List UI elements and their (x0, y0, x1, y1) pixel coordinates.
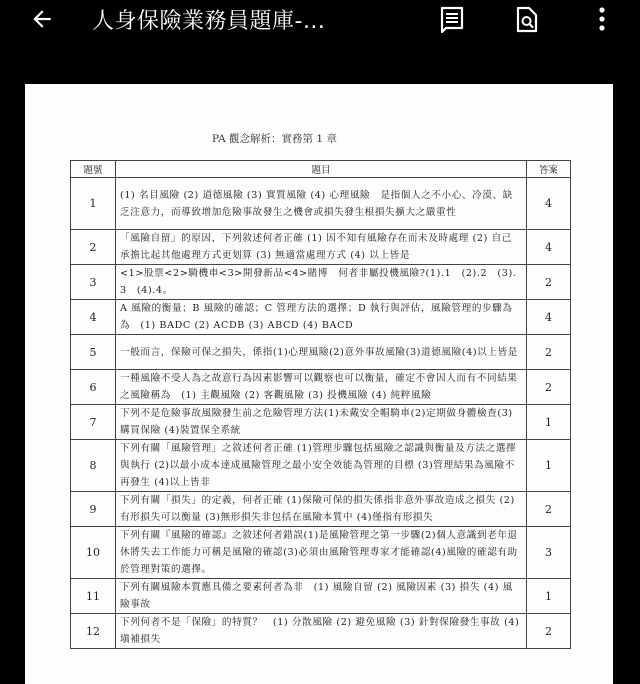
table-row (71, 492, 571, 527)
question-number: 5 (71, 335, 116, 370)
question-number: 8 (71, 440, 116, 492)
table-row (71, 300, 571, 335)
answer: 1 (527, 405, 571, 440)
question-table (70, 160, 571, 649)
question-text: 一種風險不受人為之故意行為因素影響可以觀察也可以衡量，確定不會因人而有不同結果之風險稱為 (1) 主觀風險 (2) 客觀風險 (3) 投機風險 (4) 純粹風險 (116, 370, 527, 405)
question-text: 下列有關『風險的確認』之敘述何者錯誤(1)是風險管理之第一步驟(2)個人意識到老年退休將失去工作能力可稱是風險的確認(3)必須由風險管理專家才能確認(4)風險的確認有助於管理對策的選擇。 (116, 527, 527, 579)
table-row (71, 335, 571, 370)
question-text: 下列何者不是「保險」的特質？ (1) 分散風險 (2) 避免風險 (3) 針對保險發生事故 (4) 塡補損失 (116, 614, 527, 649)
table-row (71, 527, 571, 579)
question-number: 3 (71, 265, 116, 300)
document-page[interactable] (25, 84, 613, 684)
question-text: 下列有關「風險管理」之敘述何者正確 (1)管理步驟包括風險之認識與衡量及方法之選擇與執行 (2)以最小成本達成風險管理之最小安全效能為管理的目標 (3)管理結果為風險不再發生 (4)以上皆非 (116, 440, 527, 492)
question-number: 6 (71, 370, 116, 405)
question-text: (1) 名目風險 (2) 道德風險 (3) 實質風險 (4) 心理風險 是指個人之不小心、冷漠、缺乏注意力，而導致增加危險事故發生之機會或損失發生根損失擴大之嚴重性 (116, 178, 527, 230)
answer: 2 (527, 335, 571, 370)
table-row (71, 579, 571, 614)
table-row (71, 178, 571, 230)
question-number: 12 (71, 614, 116, 649)
comments-icon (438, 5, 466, 33)
app-bar (0, 0, 640, 38)
document-title: 人身保險業務員題庫-... (92, 9, 326, 34)
header-no: 題號 (71, 161, 116, 178)
question-text: 下列有關風險本質應具備之要素何者為非 (1) 風險自留 (2) 風險因素 (3) 損失 (4) 風險事故 (116, 579, 527, 614)
question-text: A 風險的衡量；B 風險的確認；C 管理方法的選擇；D 執行與評估，風險管理的步驟為為 (1) BADC (2) ACDB (3) ABCD (4) BACD (116, 300, 527, 335)
answer: 3 (527, 527, 571, 579)
question-number: 1 (71, 178, 116, 230)
answer: 1 (527, 579, 571, 614)
header-question: 題目 (116, 161, 527, 178)
table-row (71, 370, 571, 405)
answer: 4 (527, 230, 571, 265)
comments-button[interactable] (434, 3, 470, 35)
more-vert-icon (597, 6, 607, 32)
question-number: 2 (71, 230, 116, 265)
find-in-document-icon (514, 5, 540, 33)
table-row (71, 614, 571, 649)
question-number: 10 (71, 527, 116, 579)
table-header-row (71, 161, 571, 178)
answer: 1 (527, 440, 571, 492)
question-number: 11 (71, 579, 116, 614)
arrow-left-icon (29, 6, 55, 32)
answer: 2 (527, 492, 571, 527)
question-text: 一般而言，保險可保之損失，係指(1)心理風險(2)意外事故風險(3)道德風險(4)以上皆是 (116, 335, 527, 370)
question-text: 下列有關「損失」的定義，何者正確 (1)保險可保的損失係指非意外事故造成之損失 (2)有形損失可以衡量 (3)無形損失非包括在風險本質中 (4)僅指有形損失 (116, 492, 527, 527)
answer: 4 (527, 300, 571, 335)
answer: 2 (527, 614, 571, 649)
question-number: 7 (71, 405, 116, 440)
table-row (71, 230, 571, 265)
answer: 2 (527, 265, 571, 300)
answer: 4 (527, 178, 571, 230)
table-row (71, 265, 571, 300)
table-row (71, 440, 571, 492)
question-text: 下列不是危險事故風險發生前之危險管理方法(1)未戴安全帽騎車(2)定期做身體檢查(3)購買保險 (4)裝置保全系統 (116, 405, 527, 440)
back-button[interactable] (22, 3, 62, 35)
question-text: 「風險自留」的原因，下列敘述何者正確 (1) 因不知有風險存在而未及時處理 (2) 自己承擔比起其他處理方式更划算 (3) 無適當處理方式 (4) 以上皆是 (116, 230, 527, 265)
answer: 2 (527, 370, 571, 405)
find-in-document-button[interactable] (509, 3, 545, 35)
header-answer: 答案 (527, 161, 571, 178)
question-number: 9 (71, 492, 116, 527)
question-text: <1>股票<2>騎機車<3>開發新品<4>賭博 何者非屬投機風險?(1).1 (2).2 (3).3 (4).4。 (116, 265, 527, 300)
page-subtitle: PA 觀念解析：實務第 1 章 (212, 133, 337, 145)
more-options-button[interactable] (584, 3, 620, 35)
question-number: 4 (71, 300, 116, 335)
table-row (71, 405, 571, 440)
